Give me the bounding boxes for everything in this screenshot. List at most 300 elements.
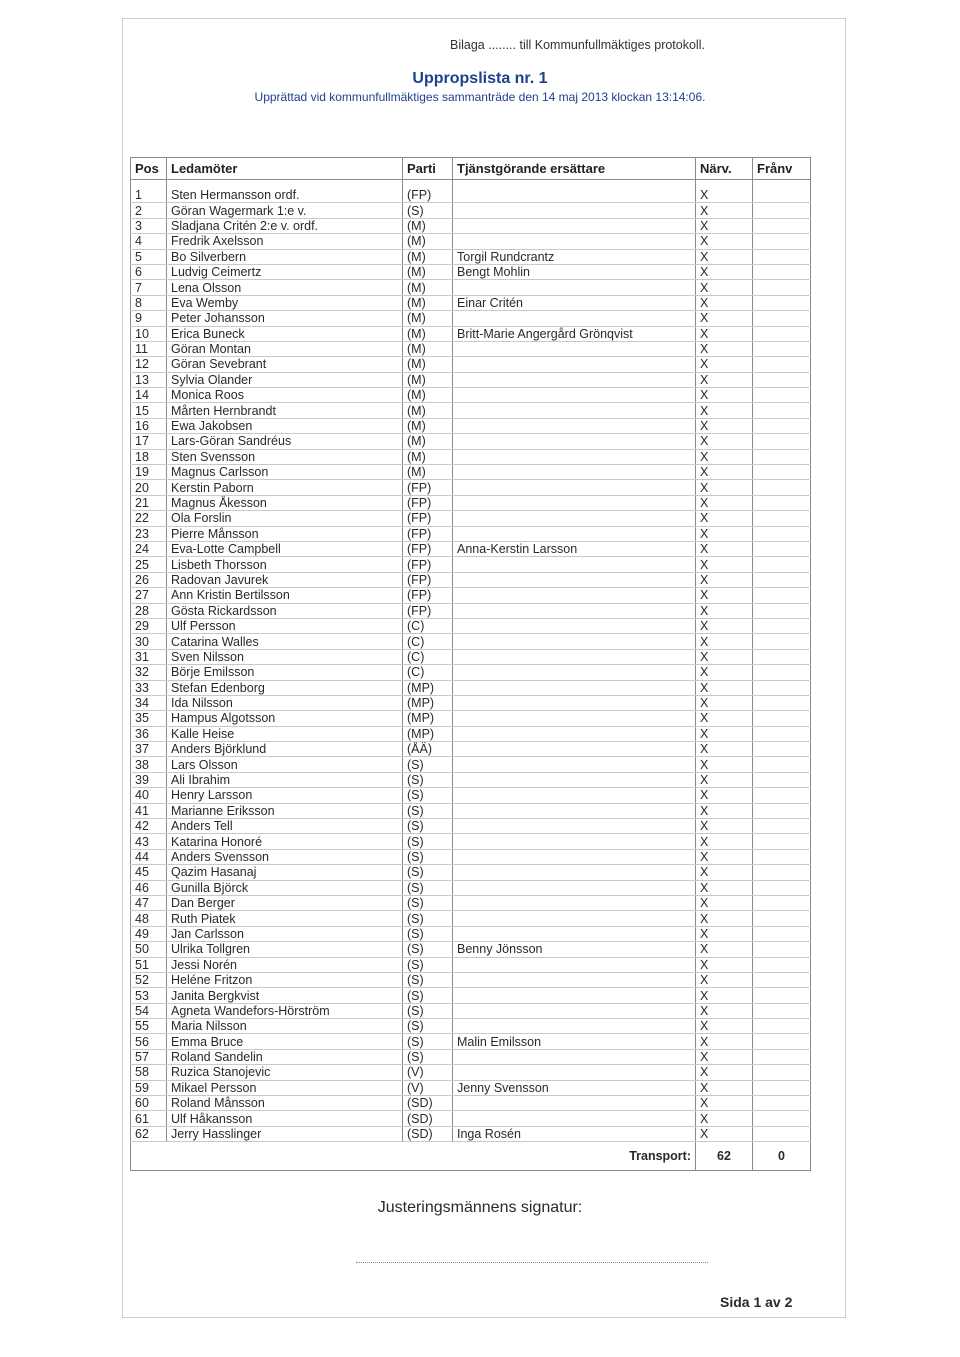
row-member-name: Bo Silverbern [167, 249, 403, 264]
transport-label: Transport: [131, 1142, 696, 1171]
row-member-name: Gunilla Björck [167, 880, 403, 895]
row-pos: 11 [131, 341, 167, 356]
row-substitute [453, 572, 696, 587]
row-present-mark: X [696, 972, 753, 987]
row-absent-mark [753, 1080, 811, 1095]
row-pos: 7 [131, 280, 167, 295]
row-substitute [453, 742, 696, 757]
table-row [131, 757, 811, 772]
row-party: (V) [403, 1080, 453, 1095]
row-present-mark: X [696, 541, 753, 556]
row-party: (S) [403, 788, 453, 803]
row-absent-mark [753, 465, 811, 480]
row-absent-mark [753, 726, 811, 741]
row-substitute [453, 495, 696, 510]
row-substitute [453, 311, 696, 326]
row-pos: 26 [131, 572, 167, 587]
row-pos: 13 [131, 372, 167, 387]
row-absent-mark [753, 880, 811, 895]
row-substitute [453, 649, 696, 664]
roll-call-body [131, 188, 811, 1142]
row-substitute [453, 234, 696, 249]
row-substitute [453, 434, 696, 449]
row-party: (FP) [403, 557, 453, 572]
row-party: (S) [403, 849, 453, 864]
row-pos: 47 [131, 895, 167, 910]
row-member-name: Sladjana Critén 2:e v. ordf. [167, 218, 403, 233]
row-substitute: Anna-Kerstin Larsson [453, 541, 696, 556]
bilaga-line: Bilaga ........ till Kommunfullmäktiges protokoll. [450, 38, 705, 52]
header-narv: Närv. [696, 158, 753, 180]
row-present-mark: X [696, 1019, 753, 1034]
row-present-mark: X [696, 249, 753, 264]
row-pos: 31 [131, 649, 167, 664]
row-party: (FP) [403, 588, 453, 603]
row-absent-mark [753, 357, 811, 372]
table-row [131, 526, 811, 541]
row-party: (ÅÄ) [403, 742, 453, 757]
row-party: (S) [403, 911, 453, 926]
table-row [131, 895, 811, 910]
table-row [131, 1111, 811, 1126]
row-substitute [453, 957, 696, 972]
row-pos: 59 [131, 1080, 167, 1095]
row-substitute: Bengt Mohlin [453, 264, 696, 279]
row-substitute [453, 849, 696, 864]
row-substitute: Inga Rosén [453, 1126, 696, 1141]
row-pos: 5 [131, 249, 167, 264]
row-member-name: Dan Berger [167, 895, 403, 910]
row-pos: 22 [131, 511, 167, 526]
row-member-name: Lena Olsson [167, 280, 403, 295]
row-pos: 37 [131, 742, 167, 757]
row-substitute: Einar Critén [453, 295, 696, 310]
row-present-mark: X [696, 572, 753, 587]
row-pos: 4 [131, 234, 167, 249]
table-row [131, 772, 811, 787]
table-row [131, 541, 811, 556]
row-party: (M) [403, 264, 453, 279]
row-present-mark: X [696, 1111, 753, 1126]
table-row [131, 603, 811, 618]
table-row [131, 465, 811, 480]
row-party: (M) [403, 434, 453, 449]
row-pos: 6 [131, 264, 167, 279]
row-substitute [453, 341, 696, 356]
table-row [131, 557, 811, 572]
document-subtitle: Upprättad vid kommunfullmäktiges sammanträde den 14 maj 2013 klockan 13:14:06. [254, 90, 706, 104]
row-absent-mark [753, 572, 811, 587]
row-party: (S) [403, 1019, 453, 1034]
table-row [131, 372, 811, 387]
row-party: (C) [403, 634, 453, 649]
spacer-cell [696, 180, 753, 189]
row-present-mark: X [696, 942, 753, 957]
row-absent-mark [753, 665, 811, 680]
row-substitute [453, 403, 696, 418]
table-row [131, 742, 811, 757]
row-substitute [453, 1019, 696, 1034]
row-absent-mark [753, 603, 811, 618]
row-pos: 23 [131, 526, 167, 541]
row-party: (C) [403, 618, 453, 633]
row-present-mark: X [696, 203, 753, 218]
row-present-mark: X [696, 788, 753, 803]
row-absent-mark [753, 819, 811, 834]
row-member-name: Ruth Piatek [167, 911, 403, 926]
row-member-name: Mårten Hernbrandt [167, 403, 403, 418]
row-pos: 24 [131, 541, 167, 556]
row-member-name: Ali Ibrahim [167, 772, 403, 787]
row-member-name: Lars-Göran Sandréus [167, 434, 403, 449]
row-substitute: Jenny Svensson [453, 1080, 696, 1095]
row-member-name: Catarina Walles [167, 634, 403, 649]
row-present-mark: X [696, 957, 753, 972]
table-row [131, 188, 811, 203]
row-member-name: Katarina Honoré [167, 834, 403, 849]
row-party: (FP) [403, 188, 453, 203]
row-absent-mark [753, 680, 811, 695]
row-present-mark: X [696, 495, 753, 510]
row-substitute [453, 911, 696, 926]
row-pos: 41 [131, 803, 167, 818]
row-pos: 3 [131, 218, 167, 233]
row-party: (FP) [403, 603, 453, 618]
row-present-mark: X [696, 772, 753, 787]
row-absent-mark [753, 926, 811, 941]
row-absent-mark [753, 1049, 811, 1064]
row-substitute [453, 588, 696, 603]
row-party: (SD) [403, 1126, 453, 1141]
row-pos: 28 [131, 603, 167, 618]
row-member-name: Sten Hermansson ordf. [167, 188, 403, 203]
row-present-mark: X [696, 557, 753, 572]
row-present-mark: X [696, 726, 753, 741]
row-present-mark: X [696, 449, 753, 464]
row-party: (S) [403, 972, 453, 987]
row-absent-mark [753, 803, 811, 818]
row-absent-mark [753, 988, 811, 1003]
row-substitute [453, 1096, 696, 1111]
row-party: (M) [403, 449, 453, 464]
row-party: (M) [403, 372, 453, 387]
row-substitute [453, 695, 696, 710]
row-pos: 42 [131, 819, 167, 834]
table-row [131, 957, 811, 972]
row-present-mark: X [696, 880, 753, 895]
row-present-mark: X [696, 480, 753, 495]
row-pos: 15 [131, 403, 167, 418]
row-member-name: Roland Sandelin [167, 1049, 403, 1064]
row-absent-mark [753, 649, 811, 664]
row-member-name: Qazim Hasanaj [167, 865, 403, 880]
row-pos: 48 [131, 911, 167, 926]
row-member-name: Göran Wagermark 1:e v. [167, 203, 403, 218]
row-absent-mark [753, 742, 811, 757]
row-member-name: Ulrika Tollgren [167, 942, 403, 957]
table-row [131, 295, 811, 310]
row-present-mark: X [696, 465, 753, 480]
document-title: Uppropslista nr. 1 [412, 70, 548, 87]
row-present-mark: X [696, 603, 753, 618]
row-party: (SD) [403, 1096, 453, 1111]
row-party: (S) [403, 895, 453, 910]
signature-label: Justeringsmännens signatur: [377, 1199, 583, 1216]
table-row [131, 449, 811, 464]
row-substitute [453, 603, 696, 618]
row-member-name: Mikael Persson [167, 1080, 403, 1095]
table-row [131, 1065, 811, 1080]
row-absent-mark [753, 449, 811, 464]
row-absent-mark [753, 480, 811, 495]
row-present-mark: X [696, 434, 753, 449]
table-row [131, 388, 811, 403]
row-party: (MP) [403, 711, 453, 726]
row-member-name: Ann Kristin Bertilsson [167, 588, 403, 603]
row-party: (M) [403, 403, 453, 418]
row-absent-mark [753, 526, 811, 541]
row-substitute [453, 203, 696, 218]
row-absent-mark [753, 957, 811, 972]
row-member-name: Magnus Åkesson [167, 495, 403, 510]
row-present-mark: X [696, 680, 753, 695]
table-row [131, 249, 811, 264]
table-row [131, 726, 811, 741]
row-party: (M) [403, 357, 453, 372]
row-absent-mark [753, 557, 811, 572]
row-absent-mark [753, 757, 811, 772]
page-number: Sida 1 av 2 [720, 1294, 793, 1310]
row-pos: 21 [131, 495, 167, 510]
row-absent-mark [753, 1111, 811, 1126]
row-absent-mark [753, 203, 811, 218]
row-pos: 33 [131, 680, 167, 695]
row-member-name: Börje Emilsson [167, 665, 403, 680]
row-substitute [453, 372, 696, 387]
table-row [131, 588, 811, 603]
row-member-name: Ludvig Ceimertz [167, 264, 403, 279]
table-row [131, 264, 811, 279]
row-party: (FP) [403, 495, 453, 510]
row-absent-mark [753, 311, 811, 326]
table-row [131, 326, 811, 341]
row-party: (FP) [403, 511, 453, 526]
row-member-name: Anders Tell [167, 819, 403, 834]
row-absent-mark [753, 942, 811, 957]
row-member-name: Anders Björklund [167, 742, 403, 757]
row-absent-mark [753, 1065, 811, 1080]
table-row [131, 1080, 811, 1095]
row-member-name: Lars Olsson [167, 757, 403, 772]
row-pos: 52 [131, 972, 167, 987]
row-member-name: Marianne Eriksson [167, 803, 403, 818]
roll-call-table [130, 157, 811, 1171]
row-pos: 9 [131, 311, 167, 326]
row-absent-mark [753, 234, 811, 249]
row-present-mark: X [696, 834, 753, 849]
row-pos: 57 [131, 1049, 167, 1064]
spacer-cell [131, 180, 167, 189]
row-party: (S) [403, 757, 453, 772]
table-row [131, 234, 811, 249]
row-present-mark: X [696, 264, 753, 279]
row-present-mark: X [696, 511, 753, 526]
spacer-cell [167, 180, 403, 189]
row-substitute [453, 988, 696, 1003]
row-member-name: Henry Larsson [167, 788, 403, 803]
row-absent-mark [753, 541, 811, 556]
row-member-name: Agneta Wandefors-Hörström [167, 1003, 403, 1018]
row-pos: 12 [131, 357, 167, 372]
row-substitute [453, 280, 696, 295]
row-absent-mark [753, 834, 811, 849]
row-substitute [453, 895, 696, 910]
table-row [131, 695, 811, 710]
row-party: (S) [403, 957, 453, 972]
row-member-name: Pierre Månsson [167, 526, 403, 541]
row-substitute [453, 465, 696, 480]
row-member-name: Gösta Rickardsson [167, 603, 403, 618]
row-absent-mark [753, 972, 811, 987]
table-row [131, 680, 811, 695]
row-absent-mark [753, 634, 811, 649]
row-substitute: Benny Jönsson [453, 942, 696, 957]
row-pos: 19 [131, 465, 167, 480]
row-absent-mark [753, 418, 811, 433]
row-pos: 18 [131, 449, 167, 464]
row-substitute [453, 665, 696, 680]
row-pos: 38 [131, 757, 167, 772]
row-party: (S) [403, 203, 453, 218]
row-party: (S) [403, 926, 453, 941]
row-member-name: Ida Nilsson [167, 695, 403, 710]
row-member-name: Roland Månsson [167, 1096, 403, 1111]
row-present-mark: X [696, 988, 753, 1003]
row-present-mark: X [696, 895, 753, 910]
table-row [131, 1126, 811, 1141]
row-member-name: Ola Forslin [167, 511, 403, 526]
row-pos: 8 [131, 295, 167, 310]
row-present-mark: X [696, 757, 753, 772]
row-present-mark: X [696, 1003, 753, 1018]
row-absent-mark [753, 326, 811, 341]
row-member-name: Fredrik Axelsson [167, 234, 403, 249]
row-party: (M) [403, 418, 453, 433]
row-pos: 61 [131, 1111, 167, 1126]
row-member-name: Sven Nilsson [167, 649, 403, 664]
row-party: (S) [403, 1003, 453, 1018]
row-absent-mark [753, 434, 811, 449]
row-party: (SD) [403, 1111, 453, 1126]
row-present-mark: X [696, 819, 753, 834]
row-substitute [453, 357, 696, 372]
row-absent-mark [753, 403, 811, 418]
row-member-name: Göran Sevebrant [167, 357, 403, 372]
row-absent-mark [753, 295, 811, 310]
row-present-mark: X [696, 388, 753, 403]
table-row [131, 865, 811, 880]
row-pos: 49 [131, 926, 167, 941]
row-pos: 50 [131, 942, 167, 957]
row-member-name: Eva-Lotte Campbell [167, 541, 403, 556]
row-absent-mark [753, 788, 811, 803]
row-pos: 60 [131, 1096, 167, 1111]
row-pos: 16 [131, 418, 167, 433]
row-pos: 2 [131, 203, 167, 218]
row-substitute [453, 803, 696, 818]
header-ledamoter: Ledamöter [167, 158, 403, 180]
table-row [131, 218, 811, 233]
table-row [131, 1034, 811, 1049]
row-present-mark: X [696, 849, 753, 864]
row-member-name: Eva Wemby [167, 295, 403, 310]
row-substitute [453, 511, 696, 526]
row-absent-mark [753, 1126, 811, 1141]
table-row [131, 1096, 811, 1111]
row-party: (M) [403, 234, 453, 249]
row-party: (S) [403, 880, 453, 895]
row-absent-mark [753, 588, 811, 603]
row-substitute [453, 834, 696, 849]
row-party: (C) [403, 665, 453, 680]
header-pos: Pos [131, 158, 167, 180]
row-substitute [453, 218, 696, 233]
row-member-name: Hampus Algotsson [167, 711, 403, 726]
row-present-mark: X [696, 1065, 753, 1080]
row-present-mark: X [696, 295, 753, 310]
row-member-name: Sten Svensson [167, 449, 403, 464]
row-pos: 14 [131, 388, 167, 403]
table-row [131, 834, 811, 849]
row-substitute [453, 618, 696, 633]
row-absent-mark [753, 772, 811, 787]
row-party: (FP) [403, 572, 453, 587]
spacer-cell [403, 180, 453, 189]
row-present-mark: X [696, 1034, 753, 1049]
row-substitute [453, 711, 696, 726]
row-party: (S) [403, 1034, 453, 1049]
row-substitute [453, 680, 696, 695]
row-party: (M) [403, 341, 453, 356]
row-absent-mark [753, 341, 811, 356]
row-present-mark: X [696, 218, 753, 233]
row-present-mark: X [696, 588, 753, 603]
row-absent-mark [753, 711, 811, 726]
row-party: (MP) [403, 680, 453, 695]
table-row [131, 711, 811, 726]
row-substitute [453, 772, 696, 787]
row-party: (M) [403, 295, 453, 310]
row-member-name: Jerry Hasslinger [167, 1126, 403, 1141]
transport-franv-count: 0 [753, 1142, 811, 1171]
row-substitute: Torgil Rundcrantz [453, 249, 696, 264]
table-row [131, 618, 811, 633]
row-party: (MP) [403, 726, 453, 741]
row-absent-mark [753, 218, 811, 233]
row-pos: 53 [131, 988, 167, 1003]
row-pos: 17 [131, 434, 167, 449]
row-absent-mark [753, 895, 811, 910]
row-absent-mark [753, 1003, 811, 1018]
row-absent-mark [753, 388, 811, 403]
table-row [131, 1019, 811, 1034]
row-party: (M) [403, 249, 453, 264]
table-row [131, 434, 811, 449]
row-substitute [453, 1049, 696, 1064]
row-substitute [453, 388, 696, 403]
row-present-mark: X [696, 803, 753, 818]
row-party: (MP) [403, 695, 453, 710]
